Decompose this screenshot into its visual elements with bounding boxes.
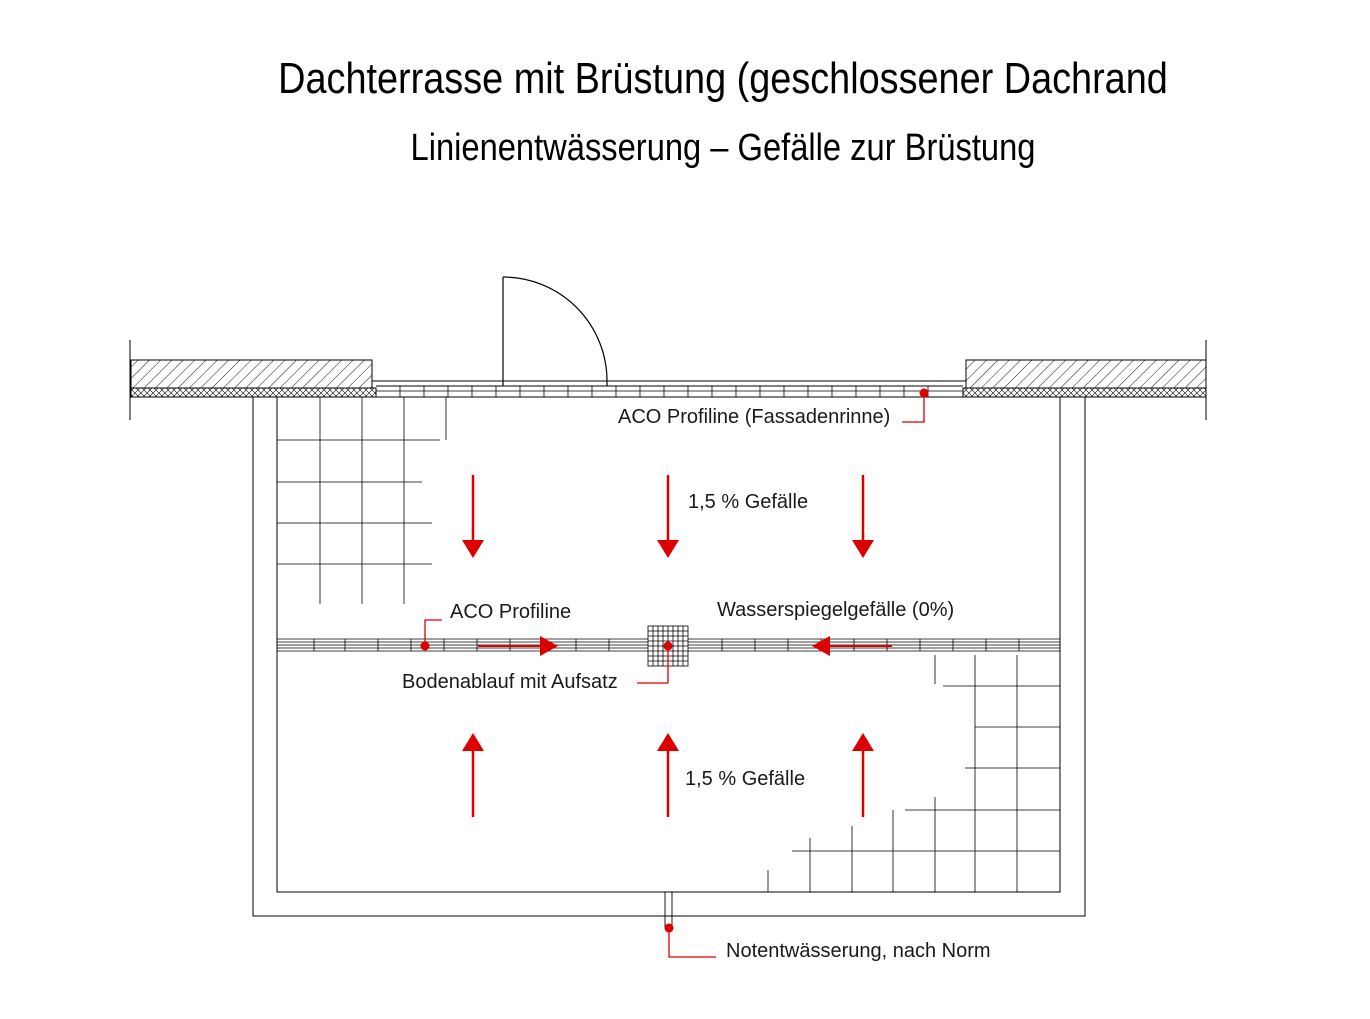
arrow-down-icon: [852, 540, 874, 558]
marker-dot-icon: [421, 642, 430, 651]
arrow-up-icon: [852, 733, 874, 751]
page-subtitle: Linienentwässerung – Gefälle zur Brüstung: [410, 127, 1036, 169]
label-profiline: ACO Profiline: [450, 601, 572, 623]
slope-arrows-top: [462, 475, 874, 558]
arrow-up-icon: [657, 733, 679, 751]
label-floor-drain: Bodenablauf mit Aufsatz: [402, 671, 618, 693]
arrow-down-icon: [462, 540, 484, 558]
marker-dot-icon: [665, 924, 674, 933]
facade-channel-grating: [376, 386, 963, 397]
arrow-up-icon: [462, 733, 484, 751]
page-title: Dachterrasse mit Brüstung (geschlossener Dachrand: [278, 54, 1168, 103]
label-slope-top: 1,5 % Gefälle: [688, 491, 809, 513]
tile-pattern-lower-right: [768, 655, 1060, 892]
slope-arrows-bottom: [462, 733, 874, 817]
door-symbol: [503, 277, 607, 386]
tile-pattern-upper-left: [277, 397, 446, 604]
label-facade-channel: ACO Profiline (Fassadenrinne): [618, 406, 891, 428]
label-slope-bottom: 1,5 % Gefälle: [685, 768, 806, 790]
marker-dot-icon: [664, 642, 673, 651]
emergency-drain-pipe: [665, 892, 672, 928]
marker-dot-icon: [920, 389, 929, 398]
label-water-level: Wasserspiegelgefälle (0%): [717, 599, 955, 621]
arrow-down-icon: [657, 540, 679, 558]
label-emergency-drain: Notentwässerung, nach Norm: [726, 940, 991, 962]
